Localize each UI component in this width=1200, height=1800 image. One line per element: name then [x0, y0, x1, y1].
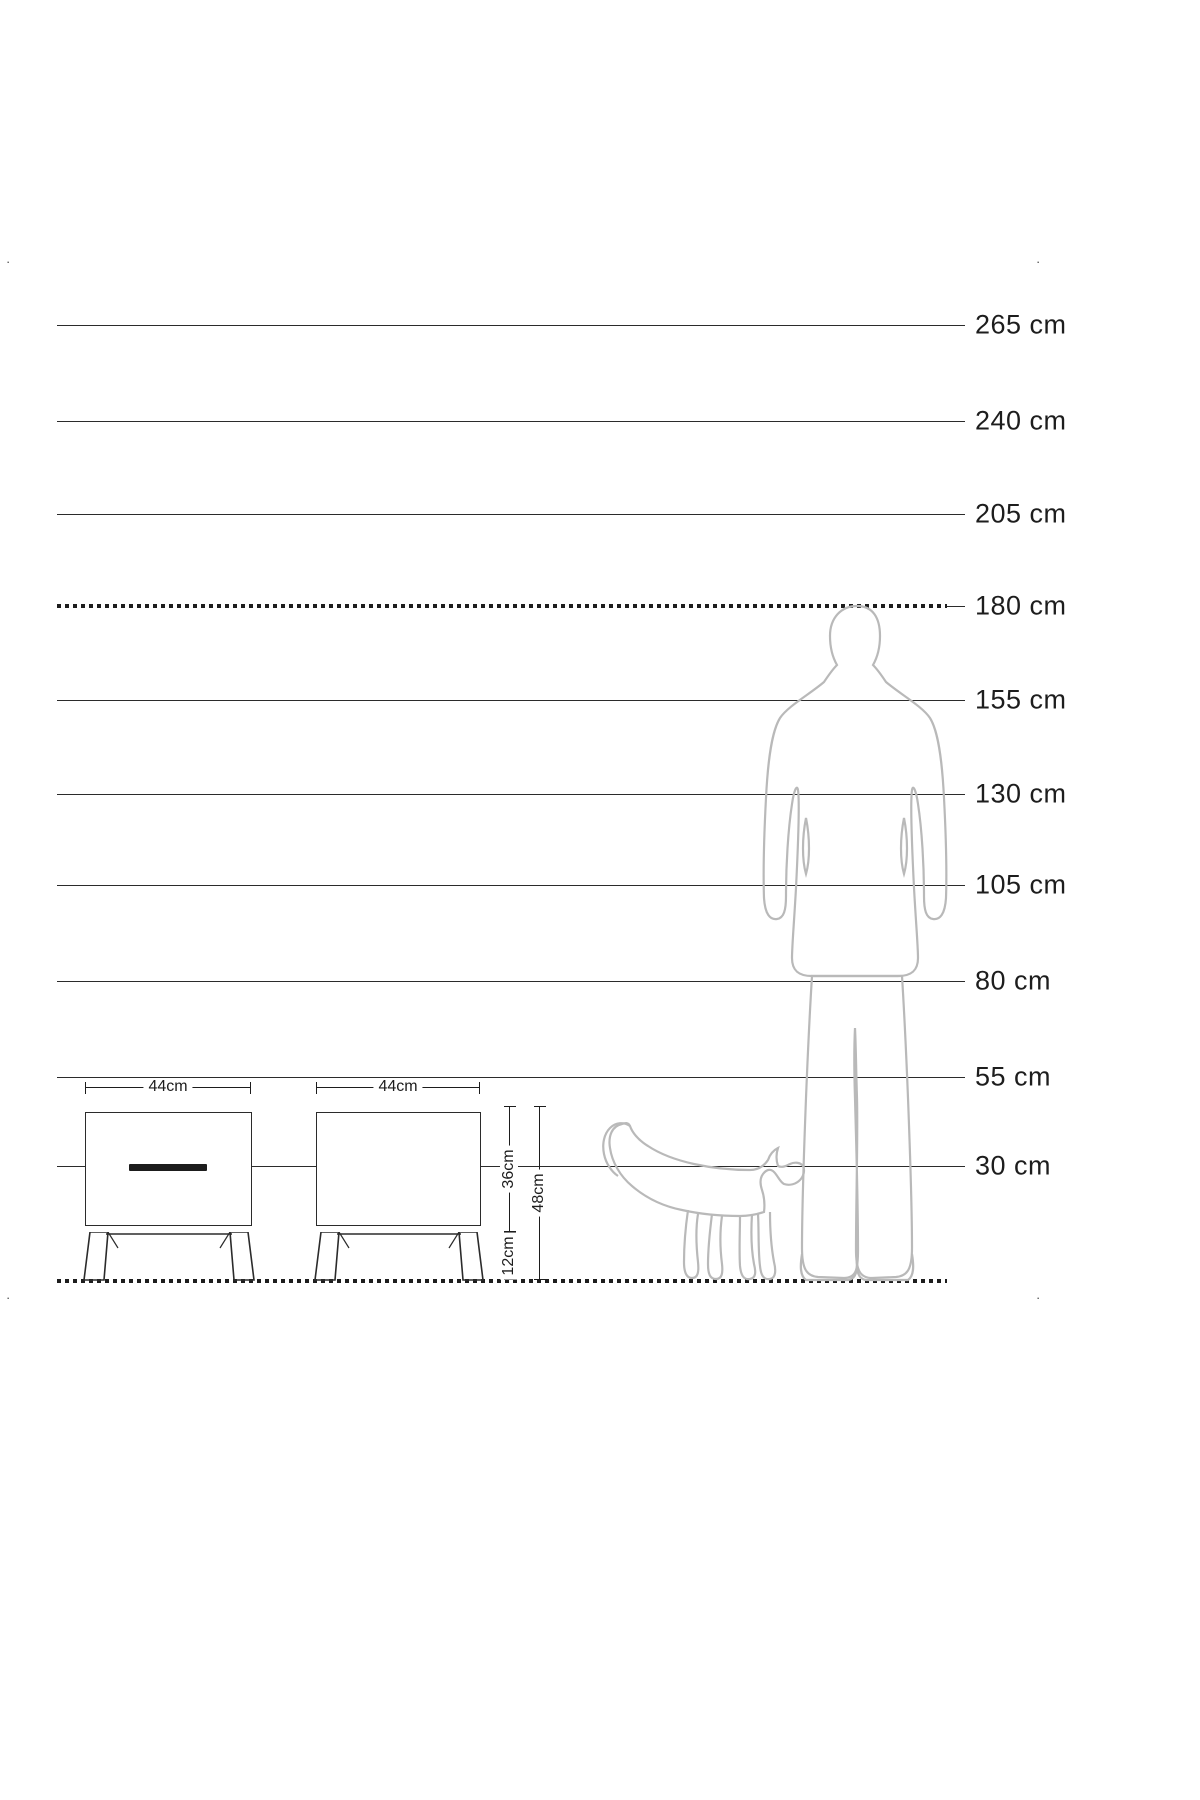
cabinet-body-side [316, 1106, 481, 1234]
scale-label-30: 30 cm [975, 1150, 1052, 1181]
scale-line-265 [57, 325, 947, 326]
height-dimension-label-36: 36cm [500, 1145, 518, 1192]
width-dimension-label-1: 44cm [143, 1078, 192, 1096]
nightstand-side-view [316, 1106, 481, 1234]
scale-label-155: 155 cm [975, 684, 1067, 715]
corner-mark-top-right: · [1036, 254, 1041, 269]
scale-line-240 [57, 421, 947, 422]
scale-label-240: 240 cm [975, 405, 1067, 436]
scale-label-80: 80 cm [975, 965, 1052, 996]
nightstand-front-view [85, 1106, 252, 1234]
corner-mark-bottom-left: · [6, 1290, 11, 1305]
cabinet-top-band-side [316, 1106, 481, 1113]
width-dimension-label-2: 44cm [373, 1078, 422, 1096]
scale-tick-265 [947, 325, 965, 326]
scale-label-105: 105 cm [975, 869, 1067, 900]
scale-label-130: 130 cm [975, 778, 1067, 809]
scale-label-205: 205 cm [975, 498, 1067, 529]
scale-line-205 [57, 514, 947, 515]
cabinet-top-band-front [85, 1106, 252, 1113]
cat-silhouette [600, 1120, 815, 1285]
drawer-handle [129, 1164, 207, 1171]
scale-label-265: 265 cm [975, 309, 1067, 340]
scale-tick-205 [947, 514, 965, 515]
corner-mark-bottom-right: · [1036, 1290, 1041, 1305]
nightstand-front-legs [78, 1232, 260, 1284]
scale-label-180: 180 cm [975, 590, 1067, 621]
scale-label-55: 55 cm [975, 1061, 1052, 1092]
scale-tick-240 [947, 421, 965, 422]
nightstand-side-legs [309, 1232, 491, 1284]
height-dimension-label-48: 48cm [530, 1169, 548, 1216]
height-dimension-label-12: 12cm [500, 1232, 518, 1279]
corner-mark-top-left: · [6, 254, 11, 269]
